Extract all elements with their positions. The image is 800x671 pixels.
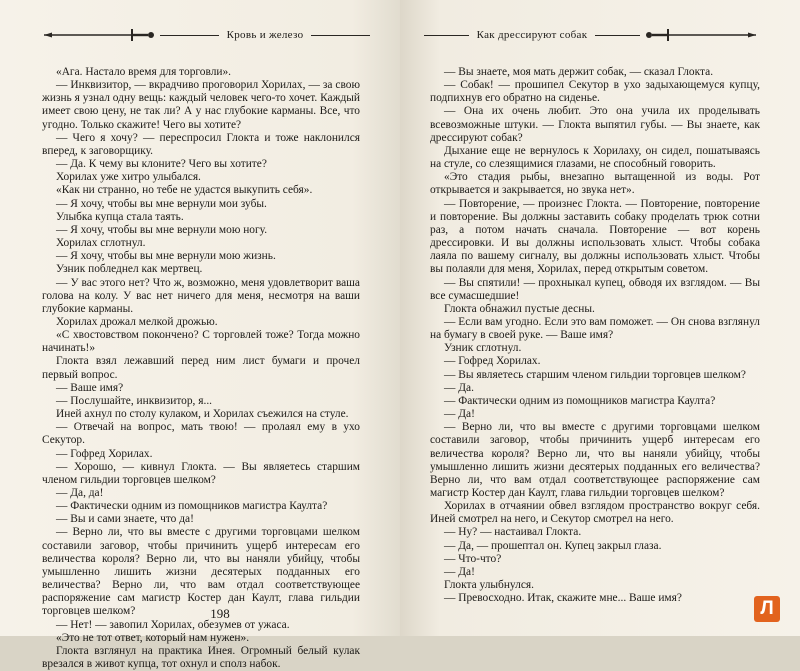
- paragraph: Глокта взял лежавший перед ним лист бумаги и прочел первый вопрос.: [42, 355, 360, 381]
- paragraph: — Чего я хочу? — переспросил Глокта и тоже наклонился вперед, к заговорщику.: [42, 131, 360, 157]
- paragraph: — Что-что?: [444, 552, 502, 565]
- paragraph: — Фактически одним из помощников магистра Каулта?: [444, 394, 716, 407]
- paragraph: Хорилах в отчаянии обвел взглядом пространство вокруг себя. Иней смотрел на него, и Секутор смотрел на него.: [430, 500, 760, 526]
- header-rule: [311, 35, 370, 36]
- paragraph: Хорилах дрожал мелкой дрожью.: [56, 315, 218, 328]
- paragraph: Улыбка купца стала таять.: [56, 210, 184, 223]
- paragraph: — Вы являетесь старшим членом гильдии торговцев шелком?: [444, 368, 746, 381]
- paragraph: — Вы спятили! — прохныкал купец, обводя их взглядом. — Вы все сумасшедшие!: [430, 276, 760, 302]
- paragraph: — Да. К чему вы клоните? Чего вы хотите?: [56, 158, 267, 171]
- paragraph: — Верно ли, что вы вместе с другими торговцами шелком составили заговор, чтобы причинить ущерб интересам его величества короля? Верно ли, что вы наняли убийцу, чтобы умышленно лишить жизни десятерых подданных его величества? Верно ли, что вам отдал соответствующее распоряжение сам магистр Костер дан Каулт, глава гильдии торговцев шелком?: [430, 421, 760, 499]
- paragraph: — Послушайте, инквизитор, я...: [56, 394, 213, 407]
- running-head-title: Как дрессируют собак: [476, 29, 588, 41]
- publisher-logo-icon: Л: [754, 596, 780, 622]
- paragraph: «Это не тот ответ, который нам нужен».: [56, 631, 250, 644]
- running-head-title: Кровь и железо: [226, 29, 304, 41]
- paragraph: — Да!: [444, 408, 475, 421]
- paragraph: — Ваше имя?: [56, 381, 124, 394]
- header-rule: [160, 35, 219, 36]
- paragraph: Глокта взглянул на практика Инея. Огромный белый кулак врезался в живот купца, тот охнул и сполз набок.: [42, 644, 360, 671]
- paragraph: — Да!: [444, 565, 475, 578]
- paragraph: Дыхание еще не вернулось к Хорилаху, он сидел, пошатываясь на стуле, со слезящимися глазами, не способный говорить.: [430, 144, 760, 171]
- paragraph: «Как ни странно, но тебе не удастся выкупить себя».: [56, 184, 313, 197]
- paragraph: — Повторение, — произнес Глокта. — Повторение, повторение и повторение. Вы должны заставить собаку проделать трюк сотни раз, а потом начать сначала. Повторение — вот корень дрессировки. И вы должны использовать хлыст. Чтобы собака лаяла по вашему сигналу, вы должны использовать хлыст. Чтобы вы полаяли для меня, Хорилах, перед открытым советом.: [430, 197, 760, 276]
- sword-ornament-icon: [40, 26, 160, 44]
- paragraph: — Гофред Хорилах.: [56, 447, 153, 460]
- paragraph: Глокта обнажил пустые десны.: [444, 302, 595, 315]
- left-page-body: [42, 66, 360, 671]
- paragraph: — Хорошо, — кивнул Глокта. — Вы являетесь старшим членом гильдии торговцев шелком?: [42, 460, 360, 486]
- paragraph: — Я хочу, чтобы вы мне вернули мои зубы.: [56, 197, 267, 210]
- paragraph: «С хвостовством покончено? С торговлей тоже? Тогда можно начинать!»: [42, 329, 360, 355]
- right-page: [400, 0, 800, 636]
- paragraph: — Вы знаете, моя мать держит собак, — сказал Глокта.: [444, 66, 714, 78]
- paragraph: — Гофред Хорилах.: [444, 355, 541, 368]
- paragraph: — Да, — прошептал он. Купец закрыл глаза.: [444, 539, 662, 552]
- page-number: 198: [210, 606, 230, 621]
- paragraph: «Это стадия рыбы, внезапно вытащенной из воды. Рот открывается и закрывается, но звука нет».: [430, 171, 760, 197]
- paragraph: — У вас этого нет? Что ж, возможно, меня удовлетворит ваша голова на колу. У вас нет ничего для меня, несмотря на ваши глубокие карманы.: [42, 276, 360, 315]
- paragraph: — Превосходно. Итак, скажите мне... Ваше имя?: [444, 592, 682, 605]
- left-running-header: [40, 22, 370, 48]
- paragraph: «Ага. Настало время для торговли».: [56, 66, 232, 78]
- right-page-body: [430, 66, 760, 605]
- paragraph: — Да, да!: [56, 487, 104, 499]
- header-rule: [424, 35, 469, 36]
- paragraph: Хорилах уже хитро улыбался.: [56, 171, 201, 184]
- paragraph: — Фактически одним из помощников магистра Каулта?: [56, 500, 328, 513]
- paragraph: — Она их очень любит. Это она учила их проделывать всевозможные штуки. — Глокта выпятил губы. — Вы знаете, как дрессируют собак?: [430, 105, 760, 144]
- paragraph: — Вы и сами знаете, что да!: [56, 513, 194, 526]
- paragraph: Узник побледнел как мертвец.: [56, 263, 203, 276]
- paragraph: — Я хочу, чтобы вы мне вернули мою ногу.: [56, 223, 268, 236]
- sword-ornament-icon: [640, 26, 760, 44]
- paragraph: — Инквизитор, — вкрадчиво проговорил Хорилах, — за свою жизнь я узнал одну вещь: каждый человек чего-то хочет. Каждый имеет свою цену, не так ли? А у нас глубокие карманы. Все, что угодно. Только скажите! Чего вы хотите?: [42, 79, 360, 131]
- paragraph: — Верно ли, что вы вместе с другими торговцами шелком составили заговор, чтобы причинить ущерб интересам его величества короля? Верно ли, что вы наняли убийцу, чтобы умышленно лишить жизни десятерых подданных его величества? Верно ли, что вам отдал соответствующее распоряжение сам магистр Костер дан Каулт, глава гильдии торговцев шелком?: [42, 526, 360, 618]
- paragraph: — Собак! — прошипел Секутор в ухо задыхающемуся купцу, подпихнув его обратно на сиденье.: [430, 79, 760, 105]
- paragraph: — Ну? — настаивал Глокта.: [444, 526, 582, 539]
- paragraph: — Да.: [444, 381, 474, 394]
- paragraph: — Я хочу, чтобы вы мне вернули мою жизнь.: [56, 250, 276, 263]
- paragraph: Иней ахнул по столу кулаком, и Хорилах съежился на стуле.: [56, 408, 349, 421]
- paragraph: Глокта улыбнулся.: [444, 579, 534, 592]
- paragraph: — Отвечай на вопрос, мать твою! — пролаял ему в ухо Секутор.: [42, 421, 360, 447]
- paragraph: Узник сглотнул.: [444, 342, 522, 355]
- paragraph: Хорилах сглотнул.: [56, 237, 146, 250]
- header-rule: [595, 35, 640, 36]
- paragraph: — Нет! — завопил Хорилах, обезумев от ужаса.: [56, 618, 290, 631]
- right-running-header: [424, 22, 760, 48]
- paragraph: — Если вам угодно. Если это вам поможет. — Он снова взглянул на бумагу в своей руке. — Ваше имя?: [430, 315, 760, 342]
